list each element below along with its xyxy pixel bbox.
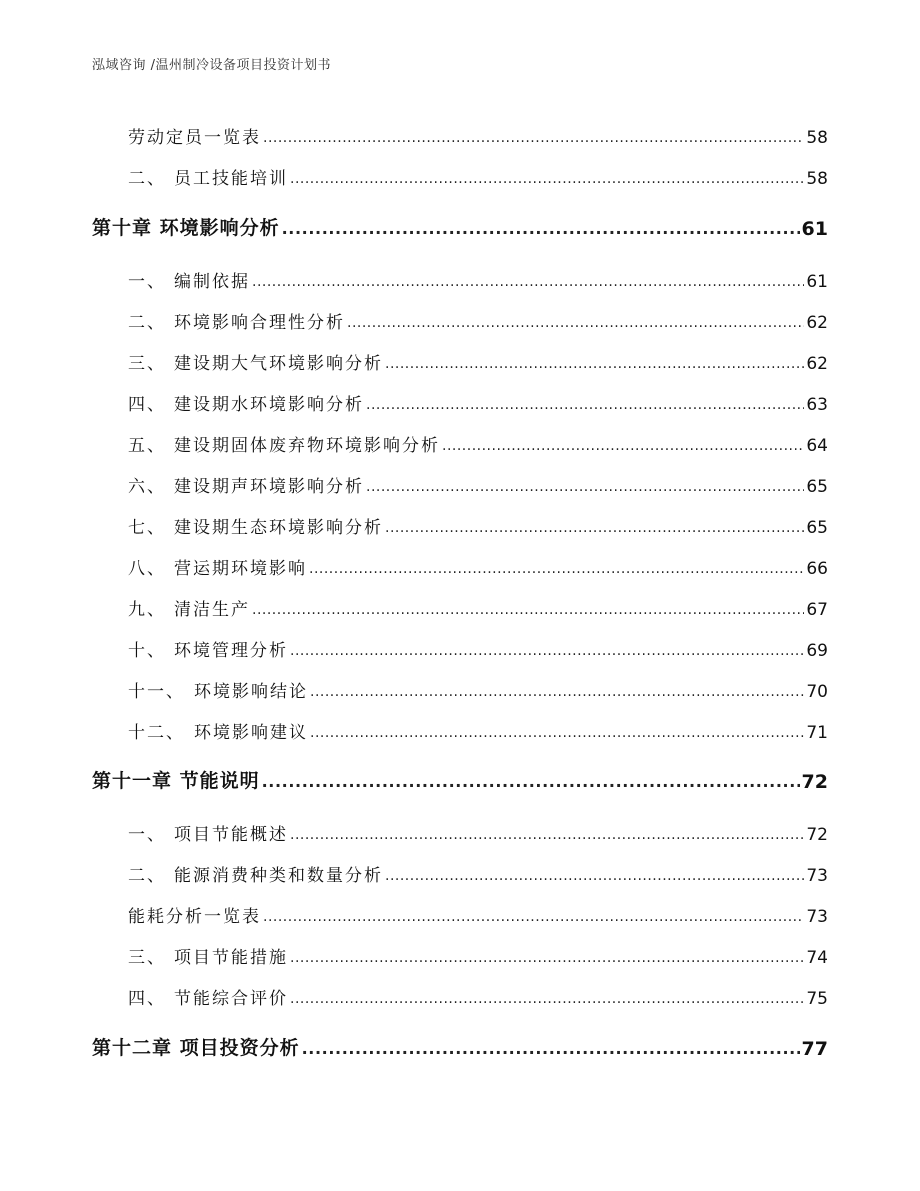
toc-entry-title: 员工技能培训: [174, 169, 288, 189]
toc-chapter-entry[interactable]: [0, 210, 920, 240]
toc-entry-page: 66: [806, 559, 828, 579]
toc-leader-dots: [262, 772, 800, 793]
toc-chapter-title: 第十一章 节能说明: [92, 770, 260, 792]
toc-chapter-page: 72: [801, 771, 828, 793]
toc-leader-dots: [290, 827, 804, 845]
toc-leader-dots: [290, 171, 804, 189]
toc-entry-title: 营运期环境影响: [174, 559, 307, 579]
toc-entry-page: 67: [806, 600, 828, 620]
toc-entry-number: 五、: [128, 436, 166, 456]
toc-entry-page: 58: [806, 169, 828, 189]
running-header: 泓域咨询 /温州制冷设备项目投资计划书: [92, 58, 332, 73]
toc-leader-dots: [290, 643, 804, 661]
toc-entry[interactable]: [0, 118, 920, 148]
toc-entry-title: 环境影响合理性分析: [174, 313, 345, 333]
toc-entry-number: 六、: [128, 477, 166, 497]
toc-entry-title: 节能综合评价: [174, 989, 288, 1009]
toc-entry[interactable]: [0, 549, 920, 579]
toc-chapter-entry[interactable]: [0, 1030, 920, 1060]
toc-entry[interactable]: [0, 467, 920, 497]
toc-entry[interactable]: [0, 159, 920, 189]
toc-entry-number: 三、: [128, 948, 166, 968]
toc-entry-title: 建设期生态环境影响分析: [174, 518, 383, 538]
toc-leader-dots: [385, 356, 804, 374]
toc-entry-page: 64: [806, 436, 828, 456]
toc-leader-dots: [252, 602, 804, 620]
toc-leader-dots: [252, 274, 804, 292]
toc-entry-number: 一、: [128, 825, 166, 845]
toc-leader-dots: [310, 725, 804, 743]
toc-entry-number: 二、: [128, 169, 166, 189]
toc-entry-number: 十二、: [128, 723, 185, 743]
toc-entry[interactable]: [0, 672, 920, 702]
toc-entry-title: 环境影响建议: [194, 723, 308, 743]
toc-entry-title: 能源消费种类和数量分析: [174, 866, 383, 886]
toc-leader-dots: [366, 479, 804, 497]
toc-entry[interactable]: [0, 815, 920, 845]
toc-entry-page: 69: [806, 641, 828, 661]
toc-entry-title: 劳动定员一览表: [128, 128, 261, 148]
toc-entry-title: 建设期大气环境影响分析: [174, 354, 383, 374]
toc-entry[interactable]: [0, 897, 920, 927]
toc-entry-page: 72: [806, 825, 828, 845]
toc-entry-page: 71: [806, 723, 828, 743]
toc-leader-dots: [310, 684, 804, 702]
toc-chapter-title: 第十二章 项目投资分析: [92, 1037, 300, 1059]
toc-leader-dots: [263, 130, 804, 148]
toc-entry-title: 环境管理分析: [174, 641, 288, 661]
toc-entry-number: 二、: [128, 866, 166, 886]
toc-entry-page: 75: [806, 989, 828, 1009]
toc-entry[interactable]: [0, 938, 920, 968]
toc-leader-dots: [290, 950, 804, 968]
toc-leader-dots: [302, 1039, 800, 1060]
toc-entry[interactable]: [0, 856, 920, 886]
toc-entry[interactable]: [0, 385, 920, 415]
toc-leader-dots: [263, 909, 804, 927]
toc-entry-number: 一、: [128, 272, 166, 292]
toc-leader-dots: [385, 868, 804, 886]
toc-entry-page: 61: [806, 272, 828, 292]
toc-entry-page: 74: [806, 948, 828, 968]
toc-entry-number: 八、: [128, 559, 166, 579]
toc-leader-dots: [385, 520, 804, 538]
toc-leader-dots: [442, 438, 804, 456]
toc-entry-number: 四、: [128, 395, 166, 415]
toc-leader-dots: [309, 561, 804, 579]
toc-entry-page: 63: [806, 395, 828, 415]
toc-entry[interactable]: [0, 344, 920, 374]
toc-entry-number: 三、: [128, 354, 166, 374]
toc-entry-title: 建设期声环境影响分析: [174, 477, 364, 497]
toc-entry-page: 73: [806, 866, 828, 886]
toc-leader-dots: [347, 315, 804, 333]
toc-entry-title: 环境影响结论: [194, 682, 308, 702]
toc-entry-number: 七、: [128, 518, 166, 538]
toc-leader-dots: [290, 991, 804, 1009]
toc-chapter-title: 第十章 环境影响分析: [92, 217, 280, 239]
toc-entry-page: 65: [806, 518, 828, 538]
toc-entry[interactable]: [0, 979, 920, 1009]
toc-entry-page: 65: [806, 477, 828, 497]
toc-entry-page: 58: [806, 128, 828, 148]
toc-entry-title: 项目节能概述: [174, 825, 288, 845]
toc-entry[interactable]: [0, 262, 920, 292]
toc-entry[interactable]: [0, 590, 920, 620]
toc-chapter-entry[interactable]: [0, 763, 920, 793]
toc-entry[interactable]: [0, 508, 920, 538]
toc-entry[interactable]: [0, 631, 920, 661]
toc-entry-number: 十一、: [128, 682, 185, 702]
toc-entry-title: 建设期固体废弃物环境影响分析: [174, 436, 440, 456]
toc-chapter-page: 61: [801, 218, 828, 240]
toc-entry-number: 九、: [128, 600, 166, 620]
toc-leader-dots: [366, 397, 804, 415]
toc-entry-page: 62: [806, 313, 828, 333]
toc-entry[interactable]: [0, 426, 920, 456]
toc-entry-number: 二、: [128, 313, 166, 333]
toc-entry-title: 清洁生产: [174, 600, 250, 620]
toc-entry-number: 四、: [128, 989, 166, 1009]
toc-entry-title: 项目节能措施: [174, 948, 288, 968]
toc-chapter-page: 77: [801, 1038, 828, 1060]
toc-entry-page: 73: [806, 907, 828, 927]
toc-entry-number: 十、: [128, 641, 166, 661]
toc-entry-page: 70: [806, 682, 828, 702]
toc-entry-title: 编制依据: [174, 272, 250, 292]
toc-entry-title: 能耗分析一览表: [128, 907, 261, 927]
toc-entry-page: 62: [806, 354, 828, 374]
toc-entry[interactable]: [0, 713, 920, 743]
toc-leader-dots: [282, 219, 800, 240]
toc-entry[interactable]: [0, 303, 920, 333]
toc-entry-title: 建设期水环境影响分析: [174, 395, 364, 415]
